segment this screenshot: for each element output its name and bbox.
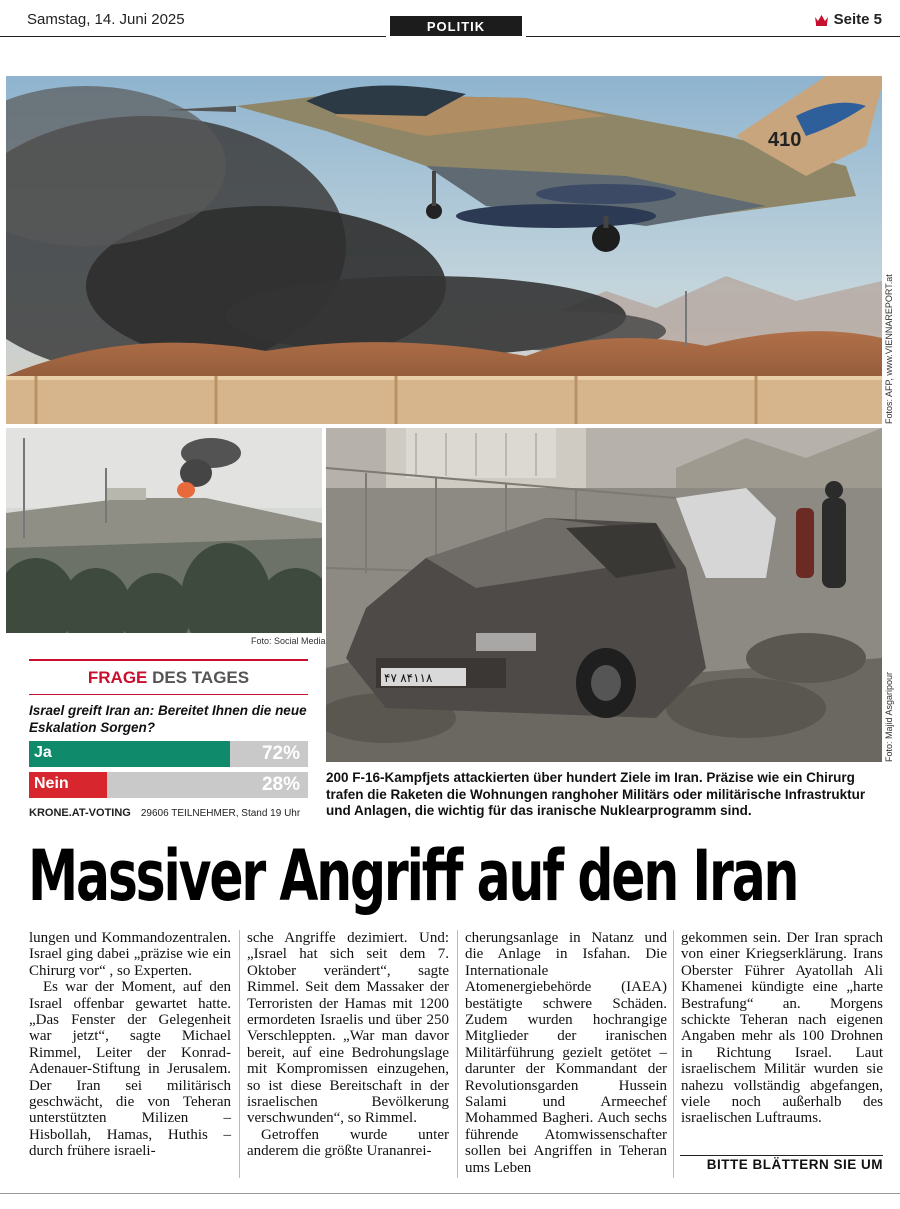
- photo-jet-takeoff: [6, 76, 882, 424]
- photo-caption: 200 F-16-Kampfjets attackierten über hundert Ziele im Iran. Präzise wie ein Chirurg trafen die Raketen die Wohnungen ranghoher Militärs oder militärische Infrastruktur und Anlagen, die wichtig für das iranische Nuklearprogramm sind.: [326, 770, 866, 818]
- article-column-1: [29, 930, 231, 1160]
- left-photo-credit: Foto: Social Media: [251, 636, 326, 646]
- poll-title-rule: [29, 694, 308, 695]
- header-rule-left: [0, 36, 386, 37]
- crown-icon: [814, 13, 829, 26]
- poll-title-rest: DES TAGES: [147, 668, 250, 687]
- poll-yes-fill: [29, 741, 230, 767]
- poll-question: Israel greift Iran an: Bereitet Ihnen die neue Eskalation Sorgen?: [29, 703, 307, 735]
- poll-footer: [29, 807, 300, 819]
- poll-option-yes: [29, 741, 308, 767]
- article-paragraph: Es war der Moment, auf den Israel offenbar gewartet hatte. „Das Fenster der Gelegenheit war jetzt“, sagte Michael Rimmel, Leiter der Konrad-Adenauer-Stiftung in Jerusalem. Der Iran sei militärisch geschwächt, die von Teheran unterstützten Milizen – Hisbollah, Hamas, Huthis – durch frühere israeli-: [29, 979, 231, 1160]
- article-paragraph: sche Angriffe dezimiert. Und: „Israel hat sich seit dem 7. Oktober verändert“, sagte Rimmel. Seit dem Massaker der Terroristen der Hamas mit 1200 ermordeten Israelis und über 250 Verschleppten. „War man davor bereit, auf eine Bedrohungslage mit Kompromissen einzugehen, so ist diese Bereitschaft in der israelischen Bevölkerung verschwunden“, so Rimmel.: [247, 930, 449, 1127]
- photo-hill-fire: [6, 428, 322, 633]
- turn-page-rule: [680, 1155, 883, 1156]
- section-label: POLITIK: [390, 16, 522, 36]
- article-column-3: [465, 930, 667, 1176]
- poll-yes-percent: 72%: [261, 743, 300, 764]
- issue-date: Samstag, 14. Juni 2025: [27, 11, 185, 28]
- article-paragraph: lungen und Kommandozentralen. Israel ging dabei „präzise wie ein Chirurg vor“ , so Experten.: [29, 930, 231, 979]
- poll-participants: 29606 TEILNEHMER, Stand 19 Uhr: [140, 808, 301, 819]
- photo-destroyed-car: [326, 428, 882, 762]
- article-column-4: [681, 930, 883, 1127]
- page-number-label: Seite 5: [833, 11, 882, 28]
- turn-page-notice: BITTE BLÄTTERN SIE UM: [706, 1157, 883, 1172]
- poll-top-rule: [29, 659, 308, 661]
- column-divider: [457, 930, 458, 1178]
- top-photo-credit: Fotos: AFP, www.VIENNAREPORT.at: [884, 274, 894, 424]
- poll-title: [29, 668, 308, 688]
- poll-title-highlight: FRAGE: [87, 668, 148, 687]
- page-number: [814, 11, 882, 28]
- column-divider: [239, 930, 240, 1178]
- poll-option-no: [29, 772, 308, 798]
- poll-no-label: Nein: [34, 775, 69, 792]
- column-divider: [673, 930, 674, 1178]
- article-paragraph: gekommen sein. Der Iran sprach von einer Kriegserklärung. Irans Oberster Führer Ayatollah Ali Khamenei kündigte eine „harte Bestrafung“ an. Morgens schickte Teheran nach eigenen Angaben mehr als 100 Drohnen in Richtung Israel. Laut israelischem Militär wurden sie nahezu vollständig abgefangen, viele noch außerhalb des israelischen Luftraums.: [681, 930, 883, 1127]
- license-plate: ۴۷ ۸۴۱۱۸: [384, 671, 433, 685]
- article-paragraph: Getroffen wurde unter anderem die größte Urananrei-: [247, 1126, 449, 1160]
- page-bottom-rule: [0, 1193, 900, 1194]
- poll-no-percent: 28%: [261, 774, 300, 795]
- headline: Massiver Angriff auf den Iran: [28, 835, 798, 917]
- right-photo-credit: Foto: Majid Asgaripour: [884, 671, 894, 762]
- poll-yes-label: Ja: [34, 744, 52, 761]
- article-column-2: [247, 930, 449, 1160]
- jet-tail-number: 410: [768, 129, 802, 151]
- header-rule-right: [526, 36, 900, 37]
- article-paragraph: cherungsanlage in Natanz und die Anlage in Isfahan. Die Internationale Atomenergiebehörde (IAEA) bestätigte schwere Schäden. Zudem wurden hochrangige Mitglieder der iranischen Militärführung gezielt getötet – darunter der Kommandant der Revolutionsgarden Hussein Salami und Armeechef Mohammed Bagheri. Auch sechs führende Atomwissenschafter sollen bei Angriffen in Teheran ums Leben: [465, 930, 667, 1176]
- poll-source: KRONE.AT-VOTING: [29, 807, 131, 819]
